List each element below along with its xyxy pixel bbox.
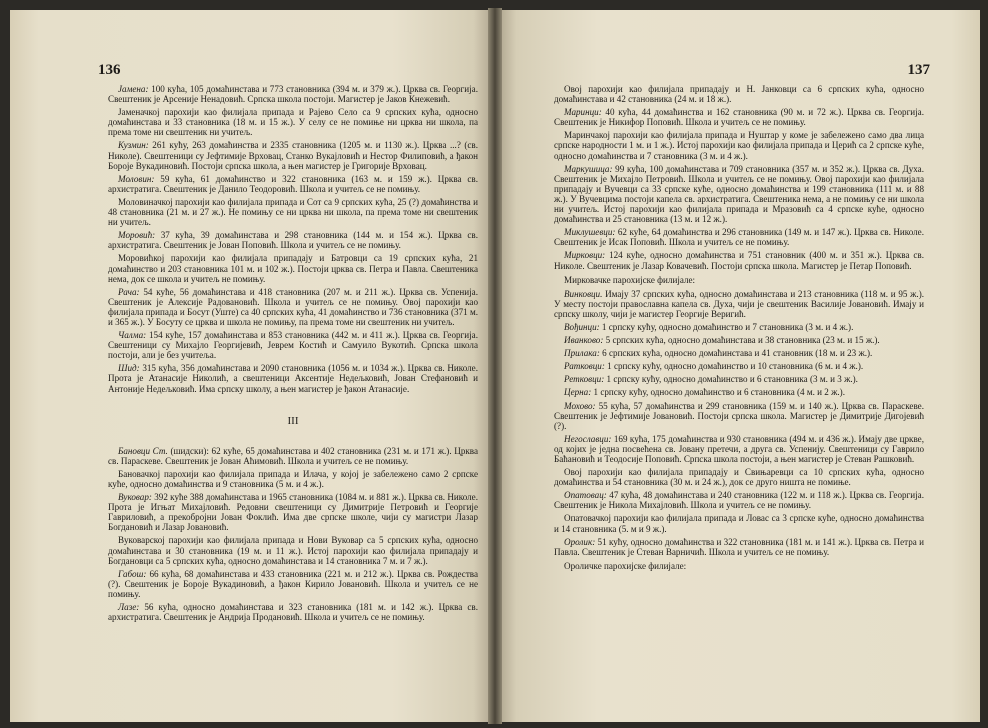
paragraph-text: 261 кућу, 263 домаћинства и 2335 становника (1205 м. и 1130 ж.). Црква ...? (св. Николе). Свештеници су Јефтимије Врховац, Станко Вукајловић и Нестор Филиповић, а ђакон Борoје Вукадиновић. Постоји српска школа, а њен магистер је Григорије Врховац.: [108, 140, 478, 171]
paragraph-text: Опатовачкој парохији као филијала припада и Ловас са 3 српске куће, односно домаћинства и 14 становника (5. м и 9 ж.).: [554, 513, 924, 534]
paragraph-text: Бановачкој парохији као филијала припада и Илача, у којој је забележено само 2 српске куће, односно домаћинства и 9 становника (5 м. и 4 ж.).: [108, 468, 478, 489]
paragraph: [108, 107, 478, 137]
paragraph-text: 54 куће, 56 домаћинстава и 418 становника (207 м. и 211 ж.). Црква св. Успенија. Свештеник је Алексије Радовановић. Школа и учитељ се не помињу. Овој парохији као филијала припада и Босут (Уште) са 40 српских кућа, 41 домаћинство и 736 становника (371 м. и 365 ж.). У Босуту се црква и школа не помињу, па према томе ни свештеник ни учитељ.: [108, 286, 478, 327]
paragraph: [554, 490, 924, 510]
paragraph: [554, 164, 924, 225]
place-name: Маркушица:: [564, 163, 613, 174]
place-name: Моловин:: [118, 173, 155, 184]
paragraph: [554, 335, 924, 345]
paragraph: [108, 492, 478, 532]
place-name: Прилака:: [564, 348, 600, 359]
paragraph-text: 392 куће 388 домаћинстава и 1965 становника (1084 м. и 881 ж.). Црква св. Николе. Прота је Игњат Михајловић. Редовни свештеници су Димитрије Петровић и Георгије Гавриловић, а прекобројни Јован Фоклић. Има две српске школе, чији су магистри Лазар Богдановић и Лазар Јовановић.: [108, 492, 478, 533]
paragraph: [554, 322, 924, 332]
paragraph: [108, 446, 478, 466]
paragraph-text: 99 кућа, 100 домаћинстава и 709 становника (357 м. и 352 ж.). Црква св. Духа. Свештеник је Михајло Петровић. Школа и учитељ се не помињу. Овој парохији као филијала припадају и Вучевци са 33 српске куће, односно домаћинства и 199 становника (111 м. и 88 ж.). У Вучевцима постоји капела св. архистратига. Свештеника нема, а не помињу се ни школа ни учитељ. Истој парохији као филијала припада и Мразовић са 4 српске куће, односно домаћинства и 25 становника (13 м. и 12 ж.).: [554, 163, 924, 225]
subheading: Мирковачке парохијске филијале:: [564, 274, 696, 285]
place-name: Ратковци:: [564, 361, 605, 372]
paragraph: [108, 197, 478, 227]
paragraph-text: 47 кућа, 48 домаћинстава и 240 становника (122 м. и 118 ж.). Црква св. Георгија. Свештеник је Никола Михајловић. Школа и учитељ се не помињу.: [554, 490, 924, 511]
place-name: Винковци.: [564, 288, 603, 299]
place-name: Рача:: [118, 286, 140, 297]
place-name: Церна:: [564, 387, 592, 398]
place-name: Шид:: [118, 363, 140, 374]
place-name: Мирковци:: [564, 250, 606, 261]
right-page: [502, 10, 980, 722]
paragraph: [108, 363, 478, 393]
paragraph: [554, 374, 924, 384]
book-gutter: [488, 8, 502, 724]
paragraph: [108, 253, 478, 283]
right-page-text: [554, 84, 924, 575]
paragraph: [554, 513, 924, 533]
page-number: 136: [98, 62, 121, 78]
place-name: Моровић:: [118, 230, 156, 241]
paragraph: [108, 174, 478, 194]
paragraph: [108, 140, 478, 170]
place-name: Кузмин:: [118, 140, 149, 151]
place-name: Ретковци:: [564, 374, 605, 385]
paragraph-text: 1 српску кућу, односно домаћинство и 7 становника (3 м. и 4 ж.).: [599, 321, 854, 332]
paragraph-text: Маринчакој парохији као филијала припада и Нуштар у коме је забележено само два лица српске народности 1 м. и 1 ж.). Истој парохији као филијала припада и Церић са 2 српске куће, односно домаћинства и 7 становника (3 м. и 4 ж.).: [554, 130, 924, 161]
paragraph: [554, 84, 924, 104]
place-name: Вођинци:: [564, 321, 600, 332]
paragraph-text: 1 српску кућу, односно домаћинство и 6 становника (3 м. и 3 ж.).: [604, 374, 858, 385]
left-page: [10, 10, 488, 722]
paragraph: [554, 361, 924, 371]
paragraph-text: Јаменачкој парохији као филијала припада и Рајево Село са 9 српских кућа, односно домаћинстава и 33 становника (18 м. и 15 ж.). У селу се не помиње ни црква ни школа, па према томе ни свештеник ни учитељ.: [108, 107, 478, 138]
place-name: Миклушевци:: [564, 227, 616, 238]
paragraph: [108, 330, 478, 360]
place-name: Негославци:: [564, 433, 612, 444]
place-name: Вуковар:: [118, 492, 152, 503]
paragraph-text: 124 куће, односно домаћинства и 751 становник (400 м. и 351 ж.). Црква св. Николе. Свештеник је Лазар Ковачевић. Постоји српска школа. Магистер је Петар Поповић.: [554, 250, 924, 271]
place-name: Оролик:: [564, 536, 596, 547]
paragraph-text: Овој парохији као филијала припадају и Свињаревци са 10 српских кућа, односно домаћинства и 54 становника (30 м. и 24 ж.), док се друго ништа не помиње.: [554, 467, 924, 488]
paragraph: [554, 130, 924, 160]
paragraph-text: Имају 37 српских кућа, односно домаћинстава и 213 становника (118 м. и 95 ж.). У месту постоји православна капела св. Духа, чији је свештеник Василије Јовановић. Имају и српску школу, чији је магистер Георгије Веригић.: [554, 288, 924, 319]
paragraph: [554, 387, 924, 397]
paragraph-text: 40 кућа, 44 домаћинства и 162 становника (90 м. и 72 ж.). Црква св. Георгија. Свештеник је Никифор Поповић. Школа и учитељ се не помињу.: [554, 107, 924, 128]
paragraph: [554, 107, 924, 127]
paragraph: [554, 227, 924, 247]
paragraph: [554, 250, 924, 270]
paragraph-text: 100 кућа, 105 домаћинстава и 773 становника (394 м. и 379 ж.). Црква св. Георгија. Свештеник је Арсеније Ненадовић. Српска школа постоји. Магистер је Јаков Кнежевић.: [108, 84, 478, 105]
paragraph-text: 55 кућа, 57 домаћинства и 299 становника (159 м. и 140 ж.). Црква св. Параскеве. Свештеник је Јефтимије Јовановић. Постоји српска школа. Магистер је Димитрије Дигојевић (?).: [554, 400, 924, 431]
paragraph-text: 154 куће, 157 домаћинстава и 853 становника (442 м. и 411 ж.). Црква св. Георгија. Свештеници су Михајло Георгијевић, Јеврем Костић и Самуило Вукотић. Српска школа постоји, али је без учитеља.: [108, 330, 478, 361]
paragraph: [108, 287, 478, 327]
place-name: Лазе:: [118, 602, 140, 613]
paragraph: [554, 434, 924, 464]
paragraph: [108, 602, 478, 622]
paragraph: [554, 537, 924, 557]
paragraph-text: Вуковарској парохији као филијала припада и Нови Вуковар са 5 српских кућа, односно домаћинстава и 30 становника (19 м. и 11 ж.). Истој парохији као филијала припадају и Богдановци са 5 српских кућа, односно домаћинстава и 14 становника 7 м. и 7 ж.).: [108, 535, 478, 566]
place-name: Опатовац:: [564, 490, 607, 501]
place-name: Маринци:: [564, 107, 602, 118]
paragraph-text: 59 кућа, 61 домаћинство и 322 становника (163 м. и 159 ж.). Црква св. архистратига. Свештеник је Данило Теодоровић. Школа и учитељ се не помињу.: [108, 173, 478, 194]
paragraph: [108, 84, 478, 104]
paragraph: [108, 230, 478, 250]
paragraph: [108, 535, 478, 565]
page-number: 137: [907, 62, 930, 78]
paragraph-text: 66 кућа, 68 домаћинстава и 433 становника (221 м. и 212 ж.). Црква св. Рождества (?). Свештеник је Борoје Вукадиновић, а ђакон Кирило Јовановић. Школа и учитељ се не помињу.: [108, 568, 478, 599]
paragraph: [554, 467, 924, 487]
paragraph-text: 5 српских кућа, односно домаћинстава и 38 становника (23 м. и 15 ж.).: [603, 335, 880, 346]
paragraph-text: Моровићкој парохији као филијала припадају и Батровци са 19 српских кућа, 21 домаћинство и 203 становника 101 м. и 102 ж.). Постоји црква св. Петра и Павла. Свештеника нема, док се школа и учитељ не помињу.: [108, 253, 478, 284]
section-heading: III: [287, 414, 299, 427]
paragraph-text: 37 кућа, 39 домаћинстава и 298 становника (144 м. и 154 ж.). Црква св. архистратига. Свештеник је Јован Поповић. Школа и учитељ се не помињу.: [108, 230, 478, 251]
place-name: Чалма:: [118, 330, 147, 341]
paragraph: [108, 469, 478, 489]
paragraph-text: 56 кућа, односно домаћинстава и 323 становника (181 м. и 142 ж.). Црква св. архистратига. Свештеник је Андрија Продановић. Школа и учитељ се не помињу.: [108, 602, 478, 623]
place-name: Јамена:: [118, 84, 149, 94]
subheading: Ороличке парохијске филијале:: [564, 560, 687, 571]
paragraph-text: 1 српску кућу, односно домаћинство и 10 становника (6 м. и 4 ж.).: [604, 361, 864, 372]
place-name: Бановци Ст.: [118, 445, 168, 456]
place-name: Иванково:: [564, 335, 604, 346]
paragraph-text: Овој парохији као филијала припадају и Н. Јанковци са 6 српских кућа, односно домаћинстава и 42 становника (24 м. и 18 ж.).: [554, 84, 924, 105]
paragraph: [554, 401, 924, 431]
place-name: Мохово:: [564, 400, 596, 411]
paragraph: [554, 289, 924, 319]
paragraph-text: Моловиначкој парохији као филијала припада и Сот са 9 српских кућа, 25 (?) домаћинства и 48 становника (21 м. и 27 ж.). Не помињу се ни црква ни школа, па према томе ни свештеник ни учитељ.: [108, 196, 478, 228]
paragraph-text: 315 кућа, 356 домаћинстава и 2090 становника (1056 м. и 1034 ж.). Црква св. Николе. Прота је Атанасије Николић, а свештеници Аксентије Недељковић, Јован Стефановић и Антоније Недељковић. Има српску школу, а њен магистер је ђакон Атанасије.: [108, 363, 478, 394]
paragraph-text: 6 српских кућа, односно домаћинстава и 41 становник (18 м. и 23 ж.).: [599, 348, 873, 359]
left-page-text: [108, 84, 478, 625]
paragraph-text: 1 српску кућу, односно домаћинство и 6 становника (4 м. и 2 ж.).: [591, 387, 845, 398]
paragraph: [108, 569, 478, 599]
place-name: Габош:: [118, 568, 147, 579]
paragraph-text: 169 кућа, 175 домаћинства и 930 становника (494 м. и 436 ж.). Имају две цркве, од којих је једна посвећена св. Јовану претечи, а друга св. Успенију. Свештеници су Гаврило Баћановић и Теодосије Поповић. Српска школа постоји, а њен магистер је Стеван Рашковић.: [554, 433, 924, 464]
paragraph-text: (шидски): 62 куће, 65 домаћинстава и 402 становника (231 м. и 171 ж.). Црква св. Параскеве. Свештеник је Јован Аћимовић. Школа и учитељ се не помињу.: [108, 445, 478, 466]
paragraph-text: 51 кућу, односно домаћинства и 322 становника (181 м. и 141 ж.). Црква св. Петра и Павла. Свештеник је Стеван Варничић. Школа и учитељ се не помињу.: [554, 536, 924, 557]
paragraph-text: 62 куће, 64 домаћинства и 296 становника (149 м. и 147 ж.). Црква св. Николе. Свештеник је Исак Поповић. Школа и учитељ се не помињу.: [554, 227, 924, 248]
paragraph: [554, 348, 924, 358]
